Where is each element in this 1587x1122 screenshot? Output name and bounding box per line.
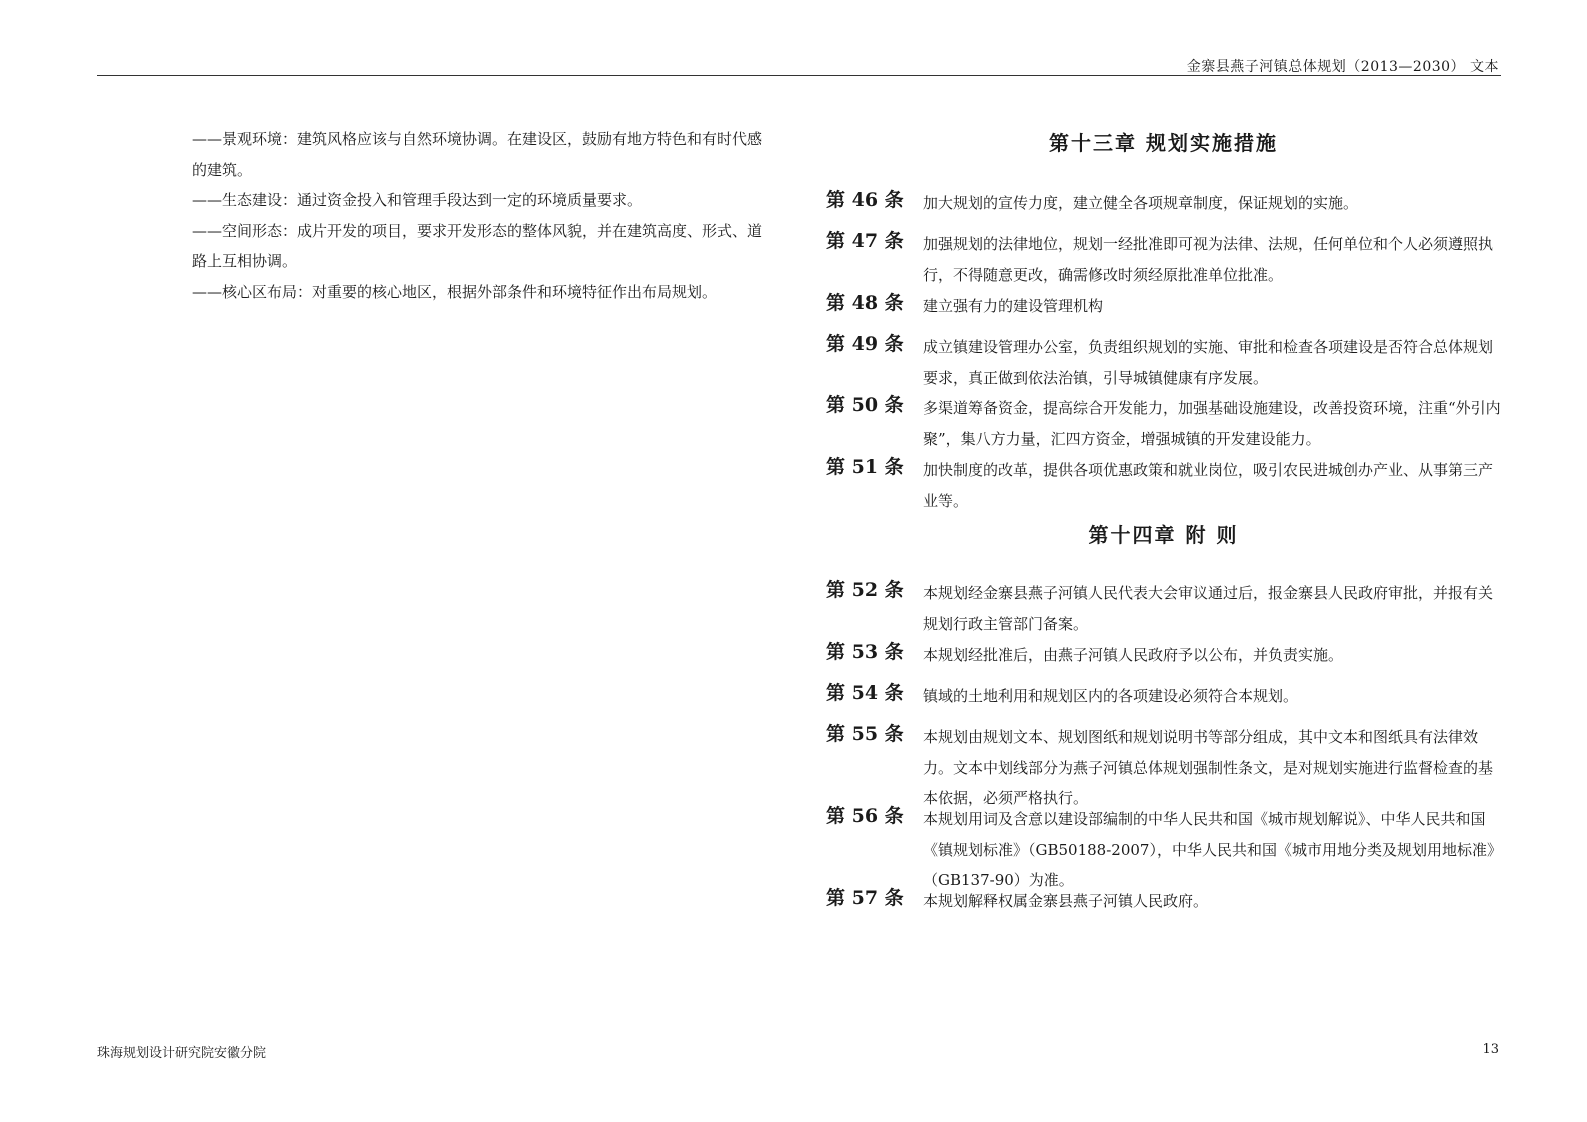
article-text: 本规划解释权属金寨县燕子河镇人民政府。 [923, 892, 1209, 910]
page-number: 13 [1482, 1042, 1499, 1057]
article-number: 第 52 条 [826, 579, 904, 601]
article-text: 本规划经批准后，由燕子河镇人民政府予以公布，并负责实施。 [923, 646, 1344, 664]
article-number: 第 49 条 [826, 333, 904, 355]
document-header-title: 金寨县燕子河镇总体规划（2013—2030） 文本 [1186, 59, 1499, 75]
article-number: 第 54 条 [826, 682, 904, 704]
article-number: 第 47 条 [826, 230, 904, 252]
article-text: 本规划由规划文本、规划图纸和规划说明书等部分组成，其中文本和图纸具有法律效力。文本中划线部分为燕子河镇总体规划强制性条文，是对规划实施进行监督检查的基本依据，必须严格执行。 [923, 728, 1494, 807]
article-text: 多渠道筹备资金，提高综合开发能力，加强基础设施建设，改善投资环境，注重“外引内聚”，集八方力量，汇四方资金，增强城镇的开发建设能力。 [923, 399, 1501, 448]
chapter-14-title: 第十四章 附 则 [1088, 523, 1239, 547]
article-number: 第 48 条 [826, 292, 904, 314]
article-number: 第 55 条 [826, 723, 904, 745]
article-text: 成立镇建设管理办公室，负责组织规划的实施、审批和检查各项建设是否符合总体规划要求，真正做到依法治镇，引导城镇健康有序发展。 [923, 338, 1494, 387]
article-number: 第 50 条 [826, 394, 904, 416]
footer-institute: 珠海规划设计研究院安徽分院 [97, 1046, 267, 1061]
paragraph-ecology: ——生态建设：通过资金投入和管理手段达到一定的环境质量要求。 [192, 191, 643, 209]
article-text: 本规划经金寨县燕子河镇人民代表大会审议通过后，报金寨县人民政府审批，并报有关规划行政主管部门备案。 [923, 584, 1494, 633]
article-text: 镇域的土地利用和规划区内的各项建设必须符合本规划。 [923, 687, 1299, 705]
article-number: 第 56 条 [826, 805, 904, 827]
paragraph-landscape: ——景观环境：建筑风格应该与自然环境协调。在建设区，鼓励有地方特色和有时代感的建筑。 [192, 130, 763, 179]
article-text: 加强规划的法律地位，规划一经批准即可视为法律、法规，任何单位和个人必须遵照执行，不得随意更改，确需修改时须经原批准单位批准。 [923, 235, 1494, 284]
article-number: 第 57 条 [826, 887, 904, 909]
paragraph-core-layout: ——核心区布局：对重要的核心地区，根据外部条件和环境特征作出布局规划。 [192, 282, 718, 301]
article-number: 第 46 条 [826, 189, 904, 211]
chapter-13-title: 第十三章 规划实施措施 [1049, 131, 1278, 155]
article-number: 第 51 条 [826, 456, 904, 478]
article-number: 第 53 条 [826, 641, 904, 663]
paragraph-spatial-form: ——空间形态：成片开发的项目，要求开发形态的整体风貌，并在建筑高度、形式、道路上互相协调。 [192, 221, 763, 270]
article-text: 加大规划的宣传力度，建立健全各项规章制度，保证规划的实施。 [923, 194, 1359, 212]
article-text: 建立强有力的建设管理机构 [923, 297, 1104, 315]
article-text: 本规划用词及含意以建设部编制的中华人民共和国《城市规划解说》、中华人民共和国《镇规划标准》（GB50188-2007），中华人民共和国《城市用地分类及规划用地标准》（GB137-90）为准。 [923, 810, 1495, 889]
article-text: 加快制度的改革，提供各项优惠政策和就业岗位，吸引农民进城创办产业、从事第三产业等。 [923, 461, 1494, 510]
left-column [192, 124, 772, 307]
header-divider [97, 75, 1501, 76]
